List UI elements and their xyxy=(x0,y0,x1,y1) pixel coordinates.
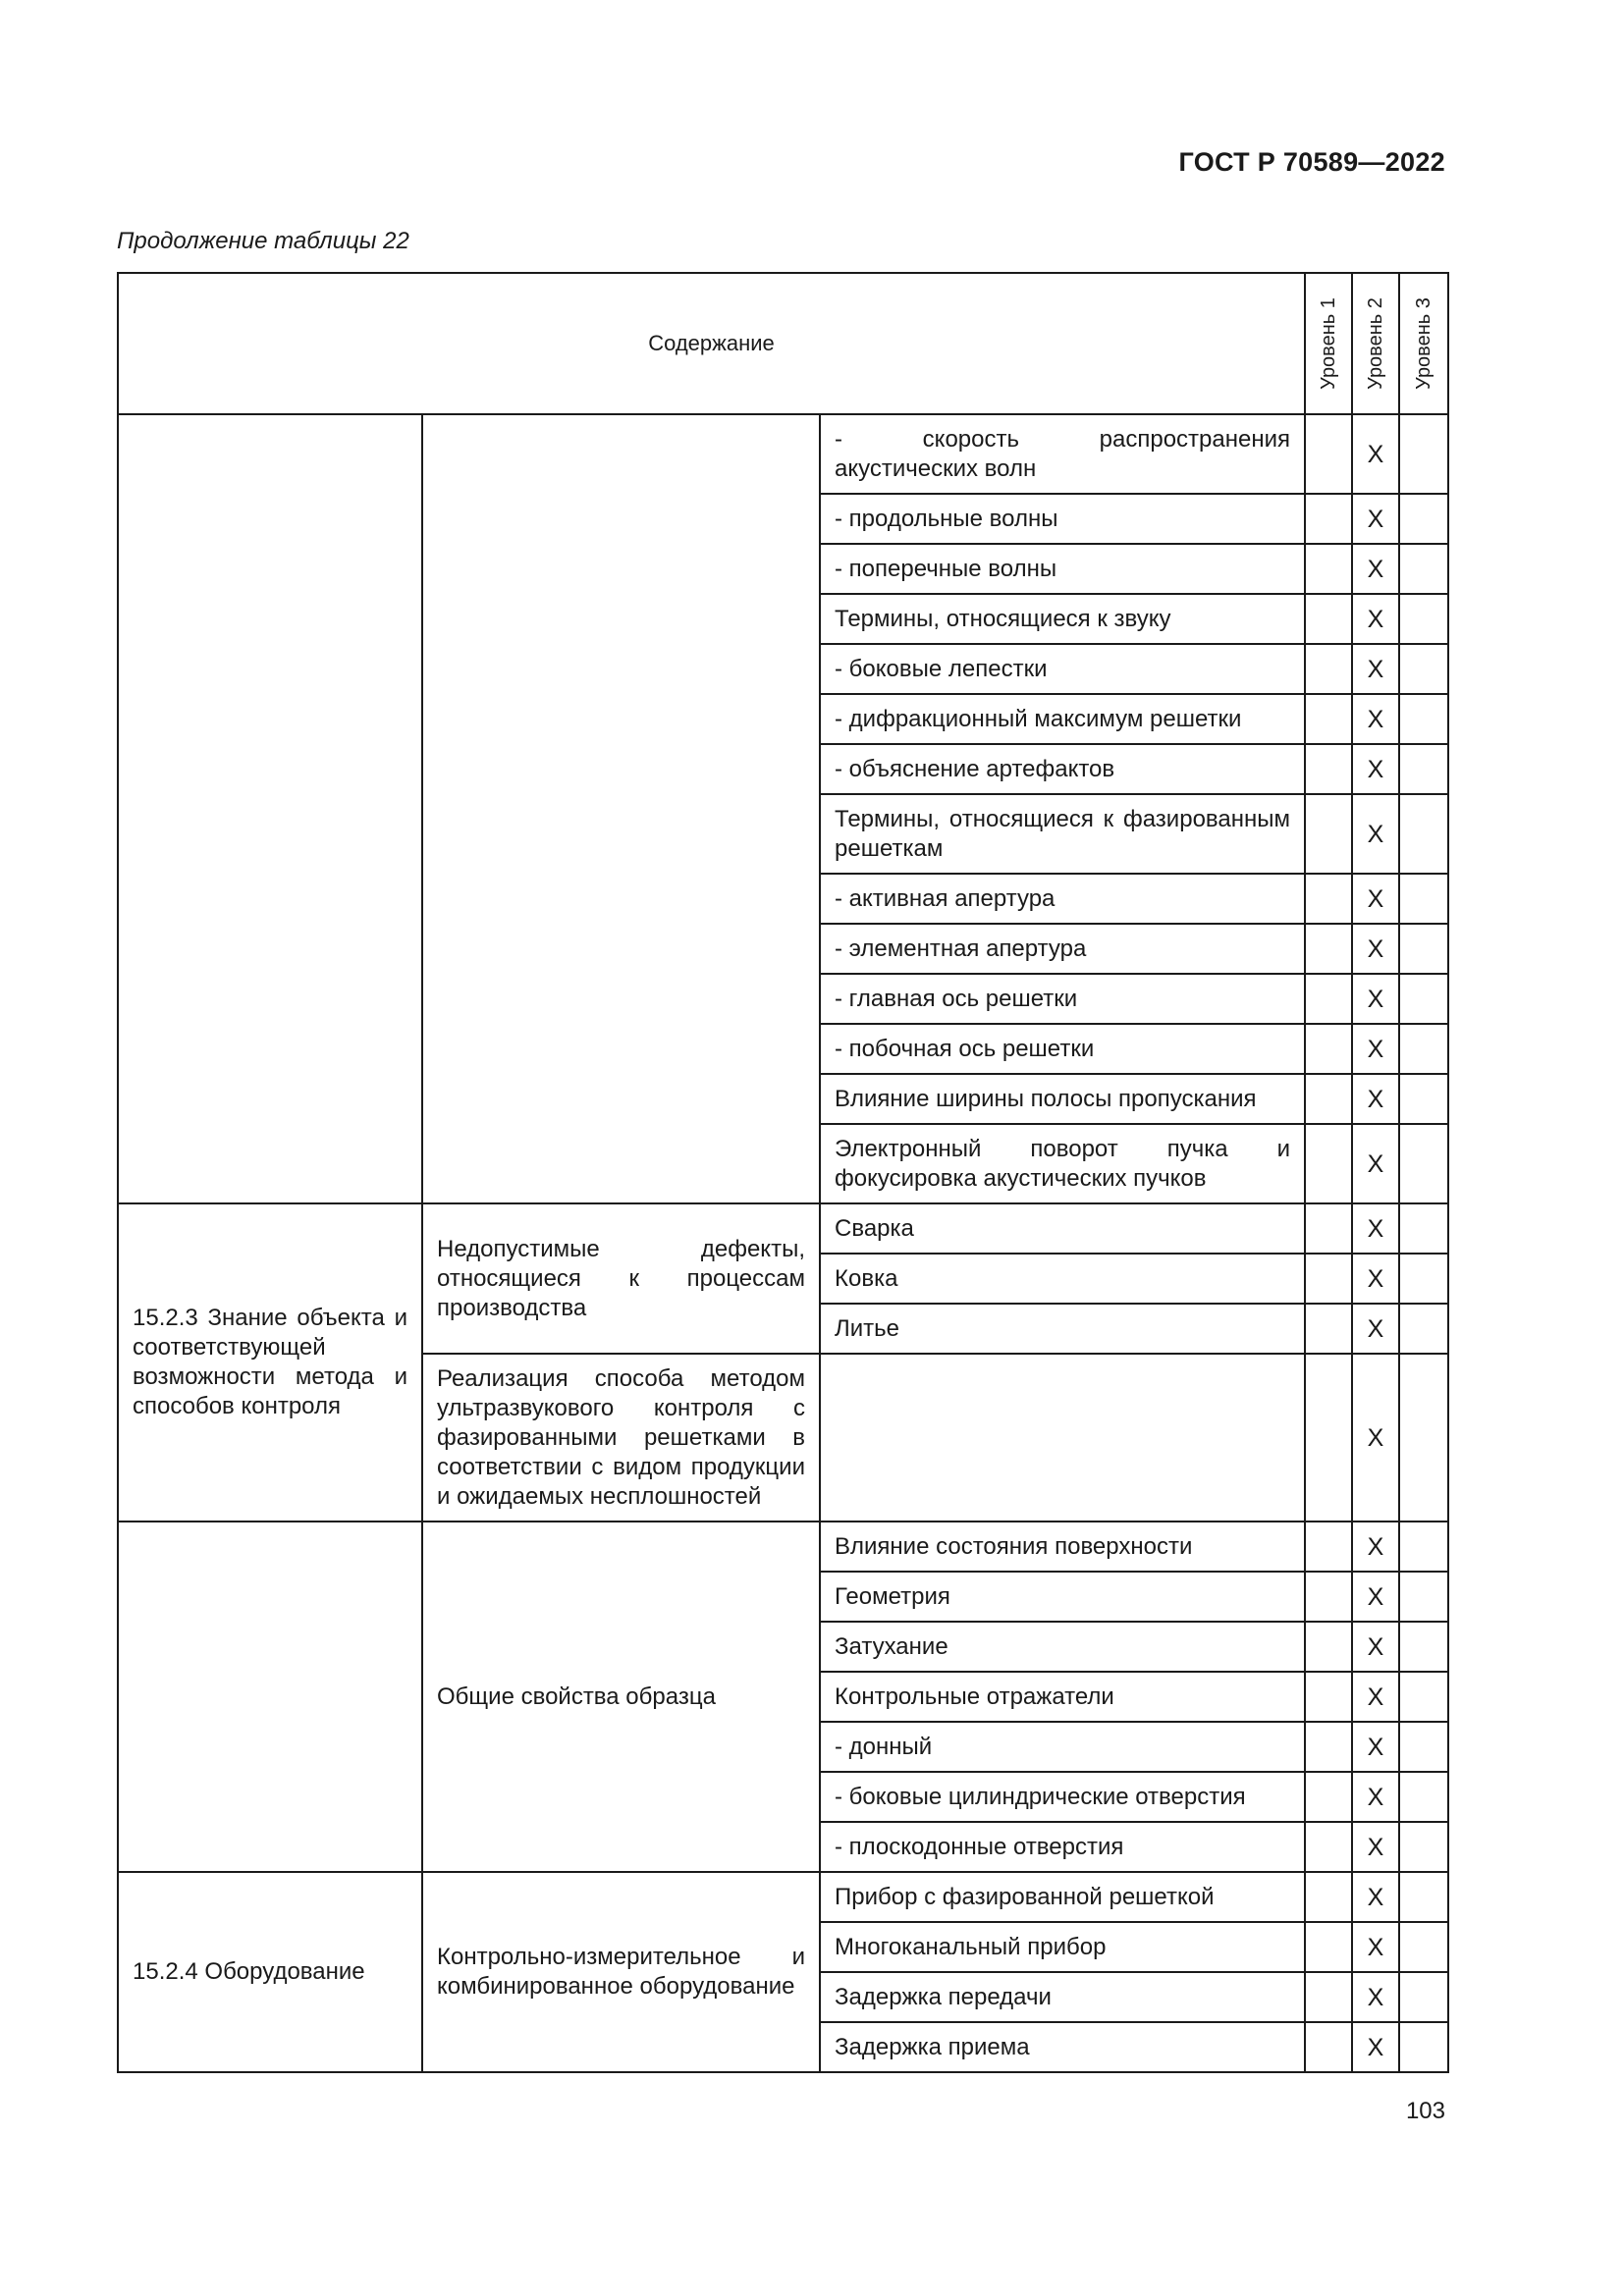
level-2-mark: X xyxy=(1352,744,1399,794)
row-text: - активная апертура xyxy=(820,874,1305,924)
level-2-mark: X xyxy=(1352,1354,1399,1522)
level-1-cell xyxy=(1305,1024,1352,1074)
row-text: Задержка приема xyxy=(820,2022,1305,2072)
table-caption: Продолжение таблицы 22 xyxy=(117,228,409,254)
row-text: Влияние ширины полосы пропускания xyxy=(820,1074,1305,1124)
row-text: Геометрия xyxy=(820,1572,1305,1622)
subsection-sample: Общие свойства образца xyxy=(422,1522,820,1872)
row-text: - побочная ось решетки xyxy=(820,1024,1305,1074)
row-text: Термины, относящиеся к звуку xyxy=(820,594,1305,644)
level-2-mark: X xyxy=(1352,1672,1399,1722)
subsection-implementation: Реализация способа методом ультразвукового контроля с фазированными решетками в соответствии с видом продукции и ожидаемых несплошностей xyxy=(422,1354,820,1522)
level-1-cell xyxy=(1305,1672,1352,1722)
level-1-cell xyxy=(1305,974,1352,1024)
level-1-cell xyxy=(1305,1354,1352,1522)
level-2-mark: X xyxy=(1352,1203,1399,1254)
level-2-mark: X xyxy=(1352,1972,1399,2022)
level-2-mark: X xyxy=(1352,924,1399,974)
row-text: - объяснение артефактов xyxy=(820,744,1305,794)
level-3-cell xyxy=(1399,1722,1448,1772)
level-2-mark: X xyxy=(1352,644,1399,694)
table-row xyxy=(118,414,1448,494)
level-1-cell xyxy=(1305,1304,1352,1354)
level-2-mark: X xyxy=(1352,1254,1399,1304)
level-3-cell xyxy=(1399,1922,1448,1972)
level-2-mark: X xyxy=(1352,1922,1399,1972)
level-3-cell xyxy=(1399,1672,1448,1722)
document-code: ГОСТ Р 70589—2022 xyxy=(1178,147,1445,177)
row-text: Сварка xyxy=(820,1203,1305,1254)
row-text: Влияние состояния поверхности xyxy=(820,1522,1305,1572)
row-text: - скорость распространения акустических волн xyxy=(820,414,1305,494)
level-2-mark: X xyxy=(1352,2022,1399,2072)
table-header-row xyxy=(118,273,1448,414)
empty-subsection-cell xyxy=(422,414,820,1203)
level-1-cell xyxy=(1305,1722,1352,1772)
table-row xyxy=(118,1522,1448,1572)
row-text: Ковка xyxy=(820,1254,1305,1304)
level-1-cell xyxy=(1305,1074,1352,1124)
header-level-2: Уровень 2 xyxy=(1352,273,1399,414)
level-2-mark: X xyxy=(1352,414,1399,494)
level-1-cell xyxy=(1305,1124,1352,1203)
level-3-cell xyxy=(1399,794,1448,874)
level-3-cell xyxy=(1399,1254,1448,1304)
level-2-mark: X xyxy=(1352,874,1399,924)
level-3-cell xyxy=(1399,644,1448,694)
level-1-cell xyxy=(1305,2022,1352,2072)
level-3-cell xyxy=(1399,1522,1448,1572)
row-text: - боковые цилиндрические отверстия xyxy=(820,1772,1305,1822)
level-1-cell xyxy=(1305,1572,1352,1622)
level-3-cell xyxy=(1399,694,1448,744)
level-2-mark: X xyxy=(1352,494,1399,544)
level-3-cell xyxy=(1399,974,1448,1024)
level-2-mark: X xyxy=(1352,1722,1399,1772)
level-3-cell xyxy=(1399,1304,1448,1354)
level-3-cell xyxy=(1399,744,1448,794)
level-1-cell xyxy=(1305,1872,1352,1922)
level-3-cell xyxy=(1399,1074,1448,1124)
level-1-cell xyxy=(1305,1772,1352,1822)
level-3-cell xyxy=(1399,1024,1448,1074)
level-1-cell xyxy=(1305,1622,1352,1672)
table-row xyxy=(118,1872,1448,1922)
row-text: - дифракционный максимум решетки xyxy=(820,694,1305,744)
level-2-mark: X xyxy=(1352,1822,1399,1872)
level-3-cell xyxy=(1399,414,1448,494)
level-3-cell xyxy=(1399,924,1448,974)
empty-section-cell xyxy=(118,1522,422,1872)
row-text: - поперечные волны xyxy=(820,544,1305,594)
level-3-cell xyxy=(1399,874,1448,924)
level-3-cell xyxy=(1399,1772,1448,1822)
level-3-cell xyxy=(1399,1622,1448,1672)
level-1-cell xyxy=(1305,744,1352,794)
section-15-2-4: 15.2.4 Оборудование xyxy=(118,1872,422,2072)
level-1-cell xyxy=(1305,1522,1352,1572)
level-2-mark: X xyxy=(1352,694,1399,744)
level-1-cell xyxy=(1305,874,1352,924)
level-3-cell xyxy=(1399,2022,1448,2072)
subsection-defects: Недопустимые дефекты, относящиеся к процессам производства xyxy=(422,1203,820,1354)
level-2-mark: X xyxy=(1352,1074,1399,1124)
level-2-mark: X xyxy=(1352,794,1399,874)
requirements-table xyxy=(117,272,1449,2073)
level-1-cell xyxy=(1305,694,1352,744)
subsection-equipment: Контрольно-измерительное и комбинированное оборудование xyxy=(422,1872,820,2072)
row-text: Затухание xyxy=(820,1622,1305,1672)
level-2-mark: X xyxy=(1352,1124,1399,1203)
level-3-cell xyxy=(1399,594,1448,644)
level-2-mark: X xyxy=(1352,1024,1399,1074)
level-2-mark: X xyxy=(1352,974,1399,1024)
header-level-3: Уровень 3 xyxy=(1399,273,1448,414)
level-1-cell xyxy=(1305,1203,1352,1254)
level-1-cell xyxy=(1305,594,1352,644)
table-row xyxy=(118,1203,1448,1254)
level-1-cell xyxy=(1305,924,1352,974)
level-3-cell xyxy=(1399,1972,1448,2022)
level-1-cell xyxy=(1305,1922,1352,1972)
level-1-cell xyxy=(1305,794,1352,874)
level-3-cell xyxy=(1399,544,1448,594)
level-3-cell xyxy=(1399,1822,1448,1872)
row-text: Контрольные отражатели xyxy=(820,1672,1305,1722)
page-number: 103 xyxy=(1405,2098,1445,2124)
level-3-cell xyxy=(1399,1203,1448,1254)
level-1-cell xyxy=(1305,1822,1352,1872)
row-text: - главная ось решетки xyxy=(820,974,1305,1024)
level-1-cell xyxy=(1305,494,1352,544)
level-2-mark: X xyxy=(1352,1772,1399,1822)
row-text: Электронный поворот пучка и фокусировка акустических пучков xyxy=(820,1124,1305,1203)
level-1-cell xyxy=(1305,1972,1352,2022)
level-3-cell xyxy=(1399,494,1448,544)
row-text: Термины, относящиеся к фазированным решеткам xyxy=(820,794,1305,874)
level-1-cell xyxy=(1305,1254,1352,1304)
row-text: - донный xyxy=(820,1722,1305,1772)
row-text: Задержка передачи xyxy=(820,1972,1305,2022)
level-2-mark: X xyxy=(1352,1522,1399,1572)
level-2-mark: X xyxy=(1352,544,1399,594)
level-3-cell xyxy=(1399,1572,1448,1622)
level-1-cell xyxy=(1305,644,1352,694)
level-2-mark: X xyxy=(1352,1872,1399,1922)
empty-section-cell xyxy=(118,414,422,1203)
level-2-mark: X xyxy=(1352,594,1399,644)
row-text: Прибор с фазированной решеткой xyxy=(820,1872,1305,1922)
level-1-cell xyxy=(1305,414,1352,494)
level-3-cell xyxy=(1399,1354,1448,1522)
row-text: Литье xyxy=(820,1304,1305,1354)
row-text: Многоканальный прибор xyxy=(820,1922,1305,1972)
level-2-mark: X xyxy=(1352,1304,1399,1354)
row-text: - продольные волны xyxy=(820,494,1305,544)
row-text: - элементная апертура xyxy=(820,924,1305,974)
header-level-1: Уровень 1 xyxy=(1305,273,1352,414)
row-text: - плоскодонные отверстия xyxy=(820,1822,1305,1872)
level-3-cell xyxy=(1399,1872,1448,1922)
section-15-2-3: 15.2.3 Знание объекта и соответствующей возможности метода и способов контроля xyxy=(118,1203,422,1522)
row-text xyxy=(820,1354,1305,1522)
level-2-mark: X xyxy=(1352,1572,1399,1622)
header-content: Содержание xyxy=(118,273,1305,414)
level-1-cell xyxy=(1305,544,1352,594)
level-3-cell xyxy=(1399,1124,1448,1203)
level-2-mark: X xyxy=(1352,1622,1399,1672)
row-text: - боковые лепестки xyxy=(820,644,1305,694)
